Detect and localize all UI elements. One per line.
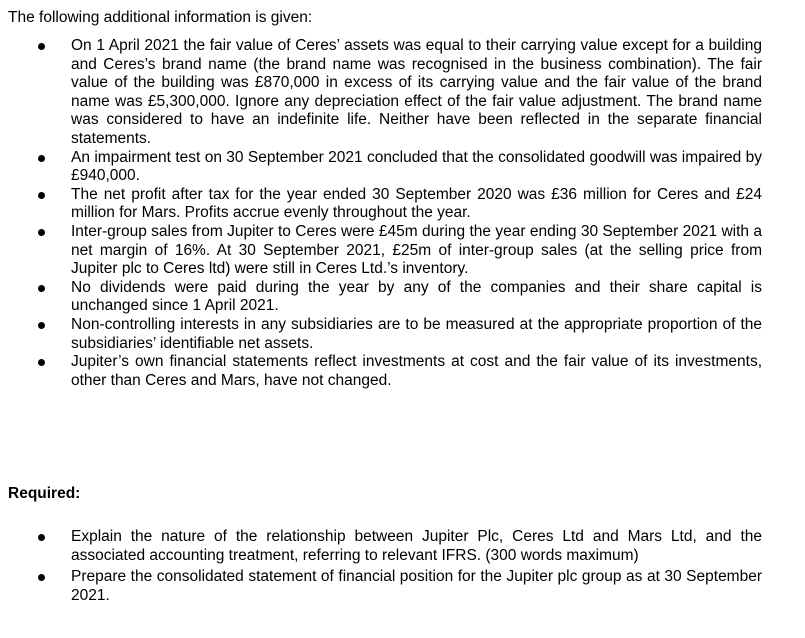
info-bullet-text: An impairment test on 30 September 2021 concluded that the consolidated goodwill was impaired by £940,000.: [71, 148, 762, 185]
bullet-icon: [38, 155, 45, 162]
info-bullet-impairment: [0, 149, 805, 186]
info-bullet-fair-value: [0, 37, 805, 149]
required-bullet-prepare: [0, 568, 805, 605]
info-bullet-text: No dividends were paid during the year by any of the companies and their share capital is unchanged since 1 April 2021.: [71, 278, 762, 315]
intro-text: The following additional information is given:: [8, 9, 313, 26]
info-bullet-investments: [0, 353, 805, 390]
required-bullet-explain: [0, 528, 805, 565]
info-bullet-nci: [0, 316, 805, 353]
info-bullet-net-profit: [0, 186, 805, 223]
bullet-icon: [38, 43, 45, 50]
info-bullet-inter-group-sales: [0, 223, 805, 279]
bullet-icon: [38, 322, 45, 329]
info-bullet-dividends: [0, 279, 805, 316]
additional-info-list: [0, 37, 805, 390]
info-bullet-text: Jupiter’s own financial statements reflect investments at cost and the fair value of its investments, other than Ceres and Mars, have not changed.: [71, 353, 762, 389]
info-bullet-text: On 1 April 2021 the fair value of Ceres’ assets was equal to their carrying value except for a building and Ceres’s brand name (the brand name was recognised in the business combination). The fair value of the building was £870,000 in excess of its carrying value and the fair value of the brand name was £5,300,000. Ignore any depreciation effect of the fair value adjustment. The brand name was considered to have an indefinite life. Neither have been reflected in the separate financial statements.: [71, 37, 762, 147]
required-bullet-text: Prepare the consolidated statement of financial position for the Jupiter plc group as at 30 September 2021.: [71, 568, 762, 604]
bullet-icon: [38, 285, 45, 292]
bullet-icon: [38, 192, 45, 199]
required-bullet-text: Explain the nature of the relationship between Jupiter Plc, Ceres Ltd and Mars Ltd, and the associated accounting treatment, referring to relevant IFRS. (300 words maximum): [71, 528, 762, 564]
info-bullet-text: The net profit after tax for the year ended 30 September 2020 was £36 million for Ceres and £24 million for Mars. Profits accrue evenly throughout the year.: [71, 185, 762, 222]
bullet-icon: [38, 229, 45, 236]
required-heading: Required:: [8, 485, 81, 502]
bullet-icon: [38, 574, 45, 581]
info-bullet-text: Inter-group sales from Jupiter to Ceres were £45m during the year ending 30 September 2021 with a net margin of 16%. At 30 September 2021, £25m of inter-group sales (at the selling price from Jupiter plc to Ceres ltd) were still in Ceres Ltd.’s inventory.: [71, 222, 762, 278]
bullet-icon: [38, 359, 45, 366]
info-bullet-text: Non-controlling interests in any subsidiaries are to be measured at the appropriate proportion of the subsidiaries’ identifiable net assets.: [71, 315, 762, 352]
required-list: [0, 528, 805, 608]
bullet-icon: [38, 534, 45, 541]
